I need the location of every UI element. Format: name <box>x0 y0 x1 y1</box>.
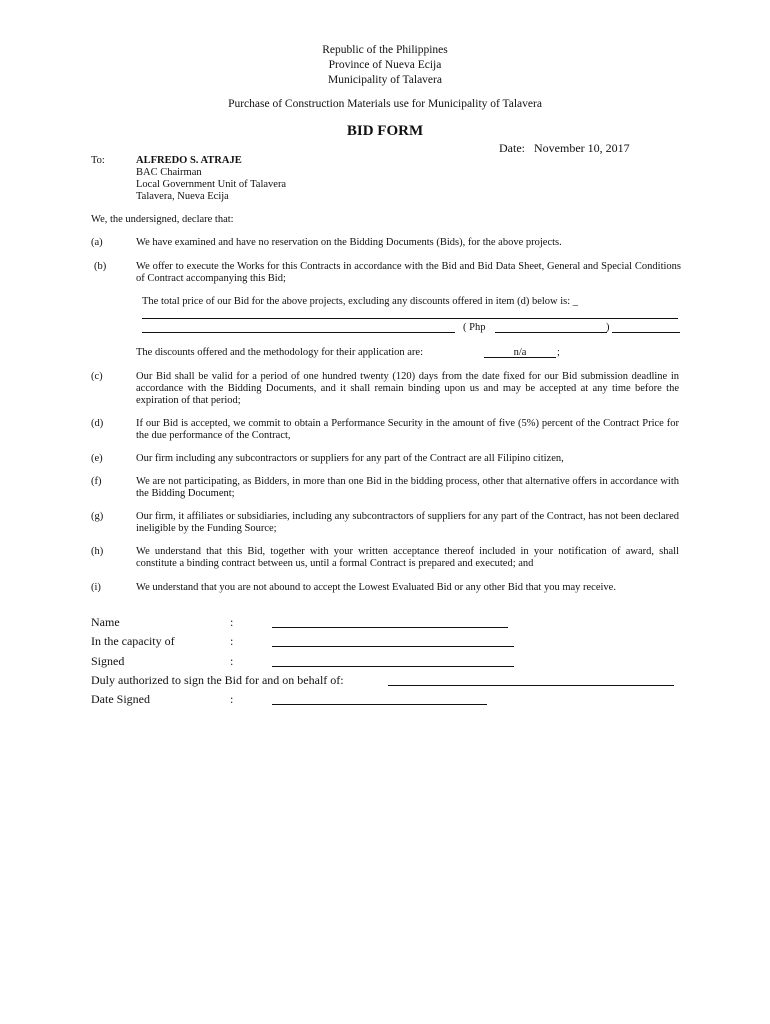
name-label: Name <box>91 615 120 629</box>
addressee-address: Talavera, Nueva Ecija <box>136 191 229 202</box>
php-amount-line[interactable] <box>495 332 607 333</box>
header-republic: Republic of the Philippines <box>322 44 448 56</box>
form-title: BID FORM <box>346 123 424 139</box>
item-a-label: (a) <box>91 237 103 248</box>
authorized-label: Duly authorized to sign the Bid for and on behalf of: <box>91 673 344 687</box>
item-g-label: (g) <box>91 511 104 522</box>
item-d-text: If our Bid is accepted, we commit to obtain a Performance Security in the amount of five (5%) percent of the Contract Price for the due performance of the Contract, <box>136 418 679 441</box>
date-signed-colon: : <box>230 692 234 706</box>
item-h-text: We understand that this Bid, together with your written acceptance thereof included in your notification of award, shall constitute a binding contract between us, until a formal Contract is prepared and executed; and <box>136 546 679 569</box>
addressee-office: Local Government Unit of Talavera <box>136 179 287 190</box>
item-h-label: (h) <box>91 546 104 557</box>
date-signed-label: Date Signed <box>91 692 150 706</box>
signed-field[interactable] <box>272 666 514 667</box>
total-price-text: The total price of our Bid for the above projects, excluding any discounts offered in item (d) below is: _ <box>142 296 579 307</box>
item-g-text: Our firm, it affiliates or subsidiaries, including any subcontractors of suppliers for any part of the Contract, has not been declared ineligible by the Funding Source; <box>136 511 679 534</box>
item-e-label: (e) <box>91 453 103 464</box>
item-i-text: We understand that you are not abound to accept the Lowest Evaluated Bid or any other Bid that you may receive. <box>136 582 616 593</box>
php-label: ( Php <box>463 322 486 333</box>
date-signed-field[interactable] <box>272 704 487 705</box>
price-words-line-1[interactable] <box>142 318 678 319</box>
item-b-label: (b) <box>94 261 107 272</box>
authorized-field[interactable] <box>388 685 674 686</box>
header-province: Province of Nueva Ecija <box>328 59 442 71</box>
project-title: Purchase of Construction Materials use for Municipality of Talavera <box>228 98 542 110</box>
item-c-text: Our Bid shall be valid for a period of one hundred twenty (120) days from the date fixed for our Bid submission deadline in accordance with the Bidding Documents, and it shall remain binding upon us and may be accepted at any time before the expiration of that period; <box>136 371 679 406</box>
item-a-text: We have examined and have no reservation on the Bidding Documents (Bids), for the above projects. <box>136 237 562 248</box>
item-f-text: We are not participating, as Bidders, in more than one Bid in the bidding process, other that alternative offers in accordance with the Bidding Document; <box>136 476 679 499</box>
capacity-field[interactable] <box>272 646 514 647</box>
discount-value: n/a <box>513 347 527 358</box>
addressee-name: ALFREDO S. ATRAJE <box>136 155 242 166</box>
discount-text: The discounts offered and the methodology for their application are: <box>136 347 424 358</box>
date-label: Date: <box>499 141 525 155</box>
discount-end: ; <box>557 347 560 358</box>
php-close-paren: ) <box>606 322 610 333</box>
date-line <box>499 141 630 156</box>
item-f-label: (f) <box>91 476 102 487</box>
header-municipality: Municipality of Talavera <box>328 74 442 86</box>
item-b-text: We offer to execute the Works for this Contracts in accordance with the Bid and Bid Data Sheet, General and Special Conditions of Contract accompanying this Bid; <box>136 261 681 284</box>
capacity-colon: : <box>230 634 234 648</box>
signed-colon: : <box>230 654 234 668</box>
item-e-text: Our firm including any subcontractors or suppliers for any part of the Contract are all Filipino citizen, <box>136 453 564 464</box>
php-trailing-line <box>612 332 680 333</box>
name-colon: : <box>230 615 234 629</box>
intro-text: We, the undersigned, declare that: <box>91 214 234 225</box>
item-c-label: (c) <box>91 371 103 382</box>
date-value: November 10, 2017 <box>534 141 630 155</box>
capacity-label: In the capacity of <box>91 634 175 648</box>
price-words-line-2[interactable] <box>142 332 455 333</box>
name-field[interactable] <box>272 627 508 628</box>
signed-label: Signed <box>91 654 125 668</box>
addressee-position: BAC Chairman <box>136 167 202 178</box>
to-label: To: <box>91 155 105 166</box>
item-d-label: (d) <box>91 418 104 429</box>
item-i-label: (i) <box>91 582 101 593</box>
